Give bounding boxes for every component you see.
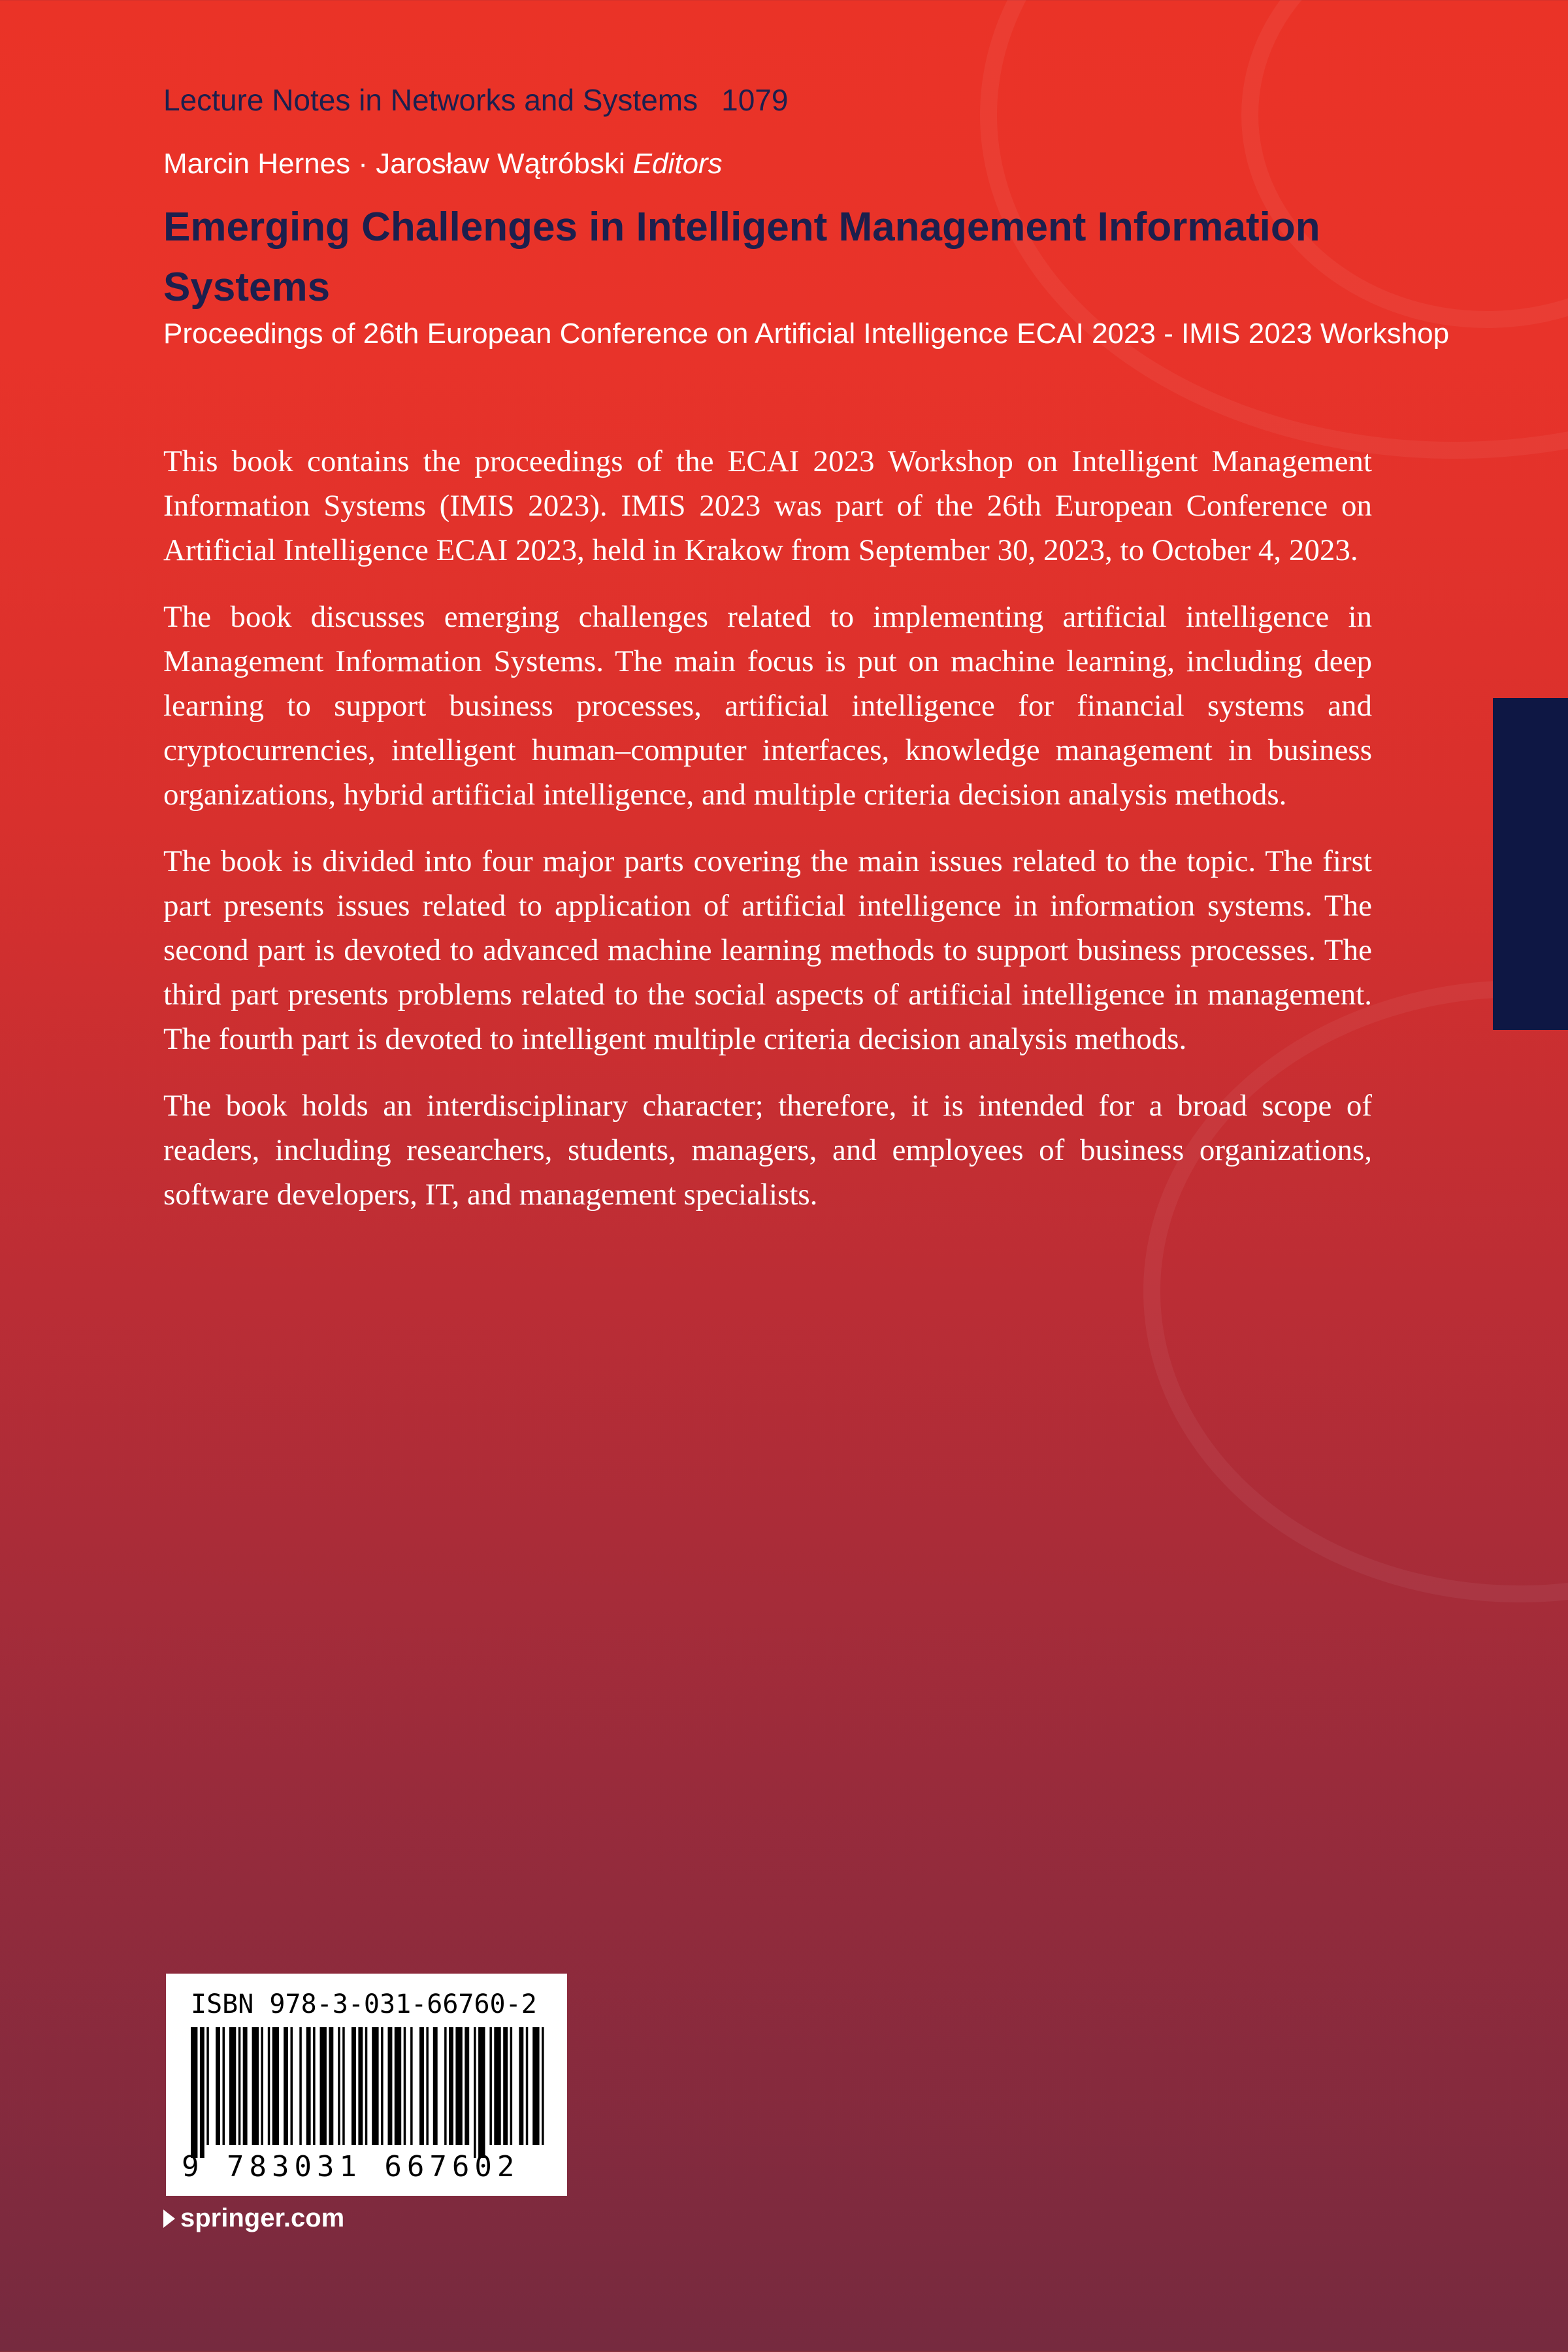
arrow-right-icon — [163, 2210, 175, 2228]
barcode-bar — [206, 2027, 209, 2145]
series-name: Lecture Notes in Networks and Systems — [163, 83, 698, 117]
barcode-bar — [426, 2027, 429, 2145]
barcode-bar — [313, 2027, 316, 2145]
description-paragraph: The book discusses emerging challenges related to implementing artificial intelligence in Management Information Systems. The main focus is put on machine learning, including deep learning to support business processes, artificial intelligence for financial systems and cryptocurrencies, intelligent human–computer interfaces, knowledge management in business organizations, hybrid artificial intelligence, and multiple criteria decision analysis methods. — [163, 600, 1372, 812]
barcode-bar — [478, 2027, 485, 2158]
barcode-bar — [229, 2027, 236, 2145]
barcode-bar — [395, 2027, 401, 2145]
barcode-bar — [526, 2027, 529, 2145]
barcode-bar — [351, 2027, 356, 2145]
barcode-bar — [519, 2027, 523, 2145]
barcode-bar — [342, 2027, 345, 2145]
barcode-bar — [449, 2027, 453, 2145]
publisher-website[interactable] — [163, 2204, 344, 2233]
barcode-bar — [455, 2027, 462, 2145]
barcode-bar — [191, 2027, 197, 2158]
barcode-bar — [252, 2027, 259, 2145]
barcode-bar — [223, 2027, 225, 2145]
barcode-bar — [444, 2027, 447, 2145]
barcode-bar — [542, 2027, 544, 2145]
barcode-bar — [291, 2027, 293, 2145]
barcode-bar — [532, 2027, 539, 2145]
barcode-bar — [372, 2027, 378, 2145]
book-subtitle: Proceedings of 26th European Conference on Artificial Intelligence ECAI 2023 - IMIS 2023 Workshop — [163, 318, 1450, 350]
barcode-bar — [433, 2027, 438, 2145]
barcode-bar — [320, 2027, 327, 2145]
editor-names: Marcin Hernes · Jarosław Wątróbski — [163, 148, 625, 180]
editors-line — [163, 148, 723, 180]
barcode-bar — [338, 2027, 340, 2145]
barcode-bar — [299, 2027, 302, 2145]
barcode-bar — [410, 2027, 413, 2145]
barcode-bar — [329, 2027, 333, 2145]
website-url: springer.com — [180, 2204, 345, 2232]
description-paragraph: The book holds an interdisciplinary character; therefore, it is intended for a broad scope of readers, including researchers, students, managers, and employees of business organizations, software developers, IT, and management specialists. — [163, 1089, 1372, 1212]
barcode-bar — [365, 2027, 368, 2145]
isbn-barcode-box — [166, 1974, 567, 2196]
barcode-bar — [272, 2027, 279, 2145]
barcode-digits: 9 783031 667602 — [182, 2150, 520, 2183]
spine-color-tab — [1493, 698, 1568, 1030]
barcode-bar — [200, 2027, 204, 2158]
barcode-bar — [510, 2027, 513, 2145]
barcode-bar — [419, 2027, 424, 2145]
barcode-bar — [284, 2027, 288, 2145]
barcode-bar — [261, 2027, 263, 2145]
barcode-bar — [358, 2027, 363, 2145]
description-paragraph: This book contains the proceedings of the ECAI 2023 Workshop on Intelligent Management Information Systems (IMIS 2023). IMIS 2023 was part of the 26th European Conference on Artificial Intelligence ECAI 2023, held in Krakow from September 30, 2023, to October 4, 2023. — [163, 444, 1372, 567]
series-line — [163, 82, 788, 118]
series-number: 1079 — [721, 83, 789, 117]
barcode-bar — [503, 2027, 508, 2145]
barcode-bar — [216, 2027, 220, 2145]
barcode-bar — [381, 2027, 384, 2145]
barcode-bar — [404, 2027, 406, 2145]
book-description — [163, 439, 1372, 1239]
barcode-bar — [465, 2027, 469, 2145]
book-title: Emerging Challenges in Intelligent Management Information Systems — [163, 205, 1320, 310]
editors-role: Editors — [632, 148, 723, 180]
barcode-bar — [306, 2027, 311, 2145]
barcode-bar — [238, 2027, 241, 2145]
barcode-bar — [388, 2027, 393, 2145]
barcode-bar — [489, 2027, 492, 2145]
isbn-label: ISBN 978-3-031-66760-2 — [191, 1989, 537, 2019]
barcode-bar — [494, 2027, 500, 2145]
barcode-bar — [243, 2027, 248, 2145]
description-paragraph: The book is divided into four major parts covering the main issues related to the topic. The first part presents issues related to application of artificial intelligence in information systems. The second part is devoted to advanced machine learning methods to support business processes. The third part presents problems related to the social aspects of artificial intelligence in management. The fourth part is devoted to intelligent multiple criteria decision analysis methods. — [163, 844, 1372, 1056]
barcode-bar — [268, 2027, 270, 2145]
barcode-bar — [474, 2027, 476, 2158]
